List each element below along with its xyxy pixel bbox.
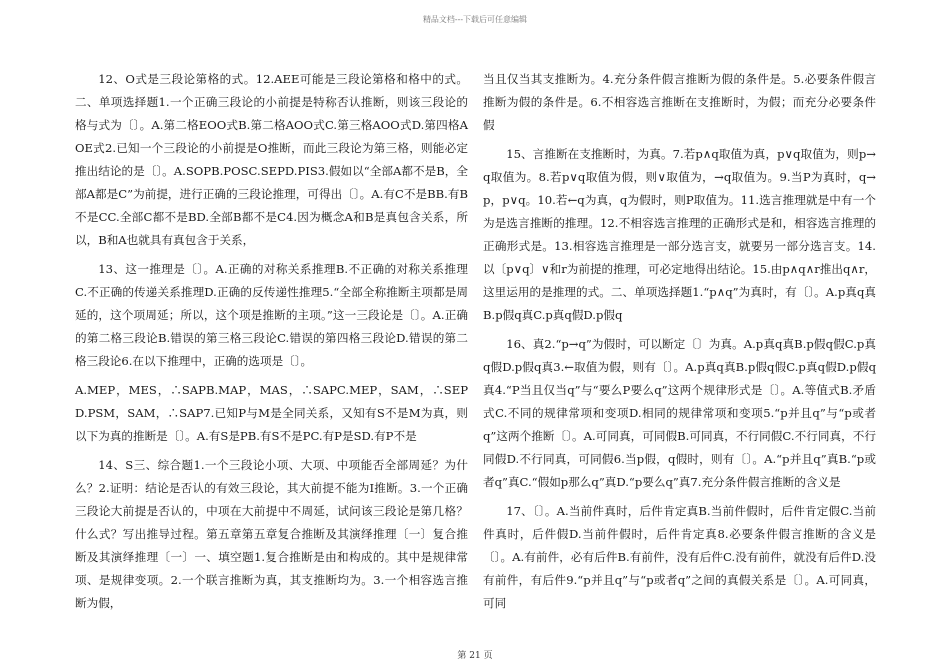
paragraph-options: A.MEP，MES，∴SAPB.MAP，MAS，∴SAPC.MEP，SAM，∴SEPD.PSM，SAM，∴SAP7.已知P与M是全同关系，又知有S不是M为真，则以下为真的推断是〔〕。A.有S是PB.有S不是PC.有P是SD.有P不是 [75,383,468,443]
left-column [75,68,468,621]
page-number: 第 21 页 [457,651,493,661]
paragraph-15: 15、言推断在支推断时，为真。7.若p∧q取值为真，p∨q取值为，则p→q取值为。8.若p∨q取值为假，则∨取值为，→q取值为。9.当P为真时，q→p，p∨q。10.若←q为真，q为假时，则P取值为。11.选言推理就是中有一个为是选言推断的推理。12.不相容选言推理的正确形式是和，相容选言推理的正确形式是。13.相容选言推理是一部分选言支，就要另一部分选言支。14.以〔p∨q〕∨和r为前提的推理，可必定地得出结论。15.由p∧q∧r推出q∧r，这里运用的是推理的式。二、单项选择题1.“p∧q”为真时，有〔〕。A.p真q真B.p假q真C.p真q假D.p假q [483,147,876,322]
paragraph-continued: 当且仅当其支推断为。4.充分条件假言推断为假的条件是。5.必要条件假言推断为假的条件是。6.不相容选言推断在支推断时，为假；而充分必要条件假 [483,72,876,132]
paragraph-13: 13、这一推理是〔〕。A.正确的对称关系推理B.不正确的对称关系推理C.不正确的传递关系推理D.正确的反传递性推理5.“全部全称推断主项都是周延的，这个项周延；所以，这个项是推断的主项。”这一三段论是〔〕。A.正确的第二格三段论B.错误的第三格三段论C.错误的第四格三段论D.错误的第二格三段论6.在以下推理中，正确的选项是〔〕。 [75,262,468,368]
paragraph-17: 17、〔〕。A.当前件真时，后件肯定真B.当前件假时，后件肯定假C.当前件真时，后件假D.当前件假时，后件肯定真8.必要条件假言推断的含义是〔〕。A.有前件，必有后件B.有前件，没有后件C.没有前件，就没有后件D.没有前件，有后件9.“p并且q”与“p或者q”之间的真假关系是〔〕。A.可同真，可同 [483,504,876,610]
right-column [483,68,876,621]
paragraph-16: 16、真2.“p→q”为假时，可以断定〔〕为真。A.p真q真B.p假q假C.p真q假D.p假q真3.←取值为假，则有〔〕。A.p真q真B.p假q假C.p真q假D.p假q真4.“P当且仅当q”与“要么P要么q”这两个规律形式是〔〕。A.等值式B.矛盾式C.不同的规律常项和变项D.相同的规律常项和变项5.“p并且q”与“p或者q”这两个推断〔〕。A.可同真，可同假B.可同真，不行同假C.不行同真，不行同假D.不行同真，可同假6.当p假，q假时，则有〔〕。A.“p并且q”真B.“p或者q”真C.“假如p那么q”真D.“p要么q”真7.充分条件假言推断的含义是 [483,337,876,489]
paragraph-12: 12、O式是三段论第格的式。12.AEE可能是三段论第格和格中的式。二、单项选择题1.一个正确三段论的小前提是特称否认推断，则该三段论的格与式为〔〕。A.第二格EOO式B.第二格AOO式C.第三格AOO式D.第四格AOE式2.已知一个三段论的小前提是O推断，而此三段论为第三格，则能必定推出结论的是〔〕。A.SOPB.POSC.SEPD.PIS3.假如以“全部A都不是B，全部A都是C”为前提，进行正确的三段论推理，可得出〔〕。A.有C不是BB.有B不是CC.全部C都不是BD.全部B都不是C4.因为概念A和B是真包含关系，所以，B和A也就具有真包含于关系， [75,72,468,247]
paragraph-14: 14、S三、综合题1.一个三段论小项、大项、中项能否全部周延？为什么？2.证明：结论是否认的有效三段论，其大前提不能为I推断。3.一个正确三段论大前提是否认的，中项在大前提中不周延，试问该三段论是第几格？什么式？写出推导过程。第五章第五章复合推断及其演绎推理〔一〕复合推断及其演绎推理〔一〕一、填空题1.复合推断是由和构成的。其中是规律常项、是规律变项。2.一个联言推断为真，其支推断均为。3.一个相容选言推断为假， [75,458,468,610]
page-header: 精品文档---下载后可任意编辑 [422,15,528,24]
